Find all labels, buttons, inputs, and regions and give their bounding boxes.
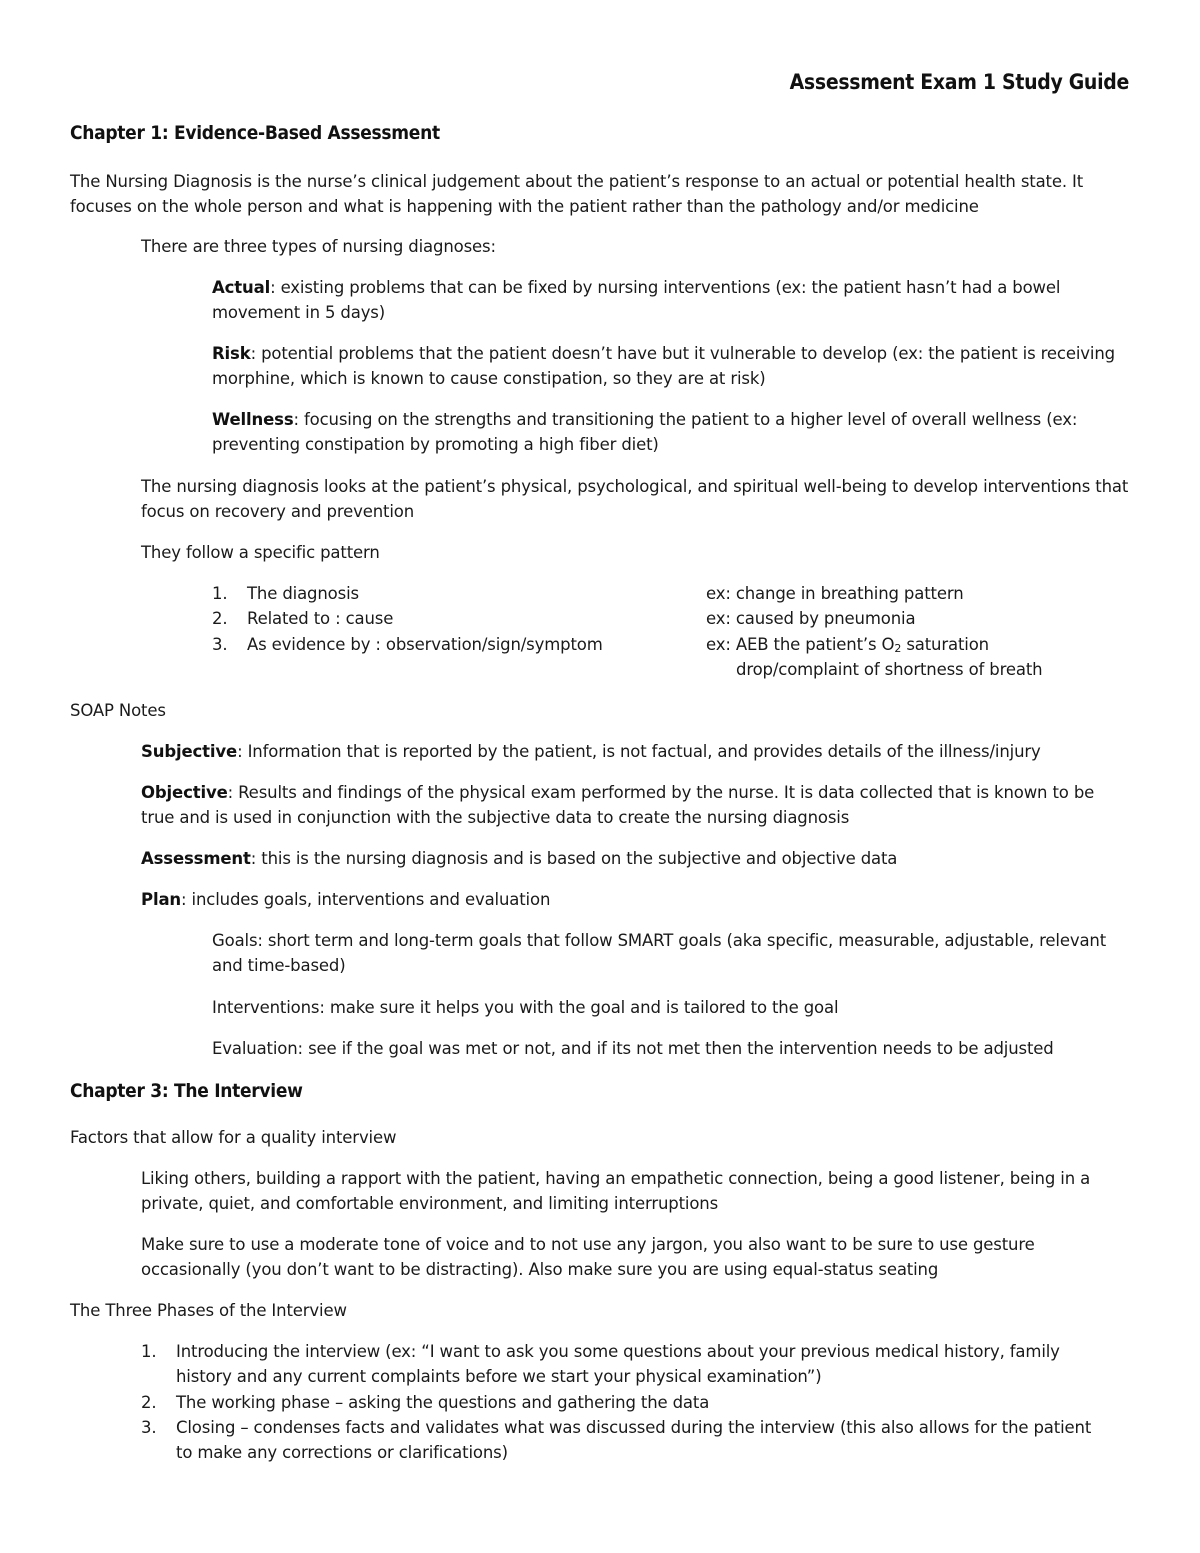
diagnosis-type-wellness xyxy=(212,407,1127,458)
pattern-example: ex: caused by pneumonia xyxy=(706,609,916,628)
pattern-text: The diagnosis xyxy=(247,584,359,603)
diagnosis-type-risk xyxy=(212,341,1127,392)
nursing-diagnosis-intro: The Nursing Diagnosis is the nurse’s clinical judgement about the patient’s response to an actual or potential health state. It focuses on the whole person and what is happening with the patient rather than the pathology and/or medicine xyxy=(70,172,1084,217)
chapter-3-heading: Chapter 3: The Interview xyxy=(70,1080,303,1102)
phase-number: 3. xyxy=(141,1418,157,1437)
soap-subjective xyxy=(141,739,1131,764)
phase-item xyxy=(141,1390,1111,1415)
plan-interventions: Interventions: make sure it helps you with the goal and is tailored to the goal xyxy=(212,998,839,1017)
phase-item xyxy=(141,1339,1111,1390)
interview-factors-label: Factors that allow for a quality interview xyxy=(70,1128,397,1147)
definition-objective: : Results and findings of the physical exam performed by the nurse. It is data collected that is known to be true and is used in conjunction with the subjective data to create the nursing diagnosis xyxy=(141,783,1095,828)
phase-text: The working phase – asking the questions and gathering the data xyxy=(176,1393,710,1412)
pattern-number: 1. xyxy=(212,584,228,603)
definition-risk: : potential problems that the patient doesn’t have but it vulnerable to develop (ex: the patient is receiving morphine, which is known to cause constipation, so they are at risk) xyxy=(212,344,1115,389)
document-title: Assessment Exam 1 Study Guide xyxy=(789,70,1129,94)
pattern-intro: They follow a specific pattern xyxy=(141,543,380,562)
diagnosis-types-intro: There are three types of nursing diagnoses: xyxy=(141,237,496,256)
diagnosis-type-actual xyxy=(212,275,1127,326)
plan-goals: Goals: short term and long-term goals that follow SMART goals (aka specific, measurable, adjustable, relevant and time-based) xyxy=(212,931,1107,976)
term-objective: Objective xyxy=(141,783,228,802)
pattern-text: As evidence by : observation/sign/symptom xyxy=(247,635,603,654)
phase-item xyxy=(141,1415,1111,1466)
pattern-example-b: saturation xyxy=(901,635,989,654)
term-plan: Plan xyxy=(141,890,182,909)
pattern-number: 2. xyxy=(212,609,228,628)
interview-phases-label: The Three Phases of the Interview xyxy=(70,1301,347,1320)
soap-objective xyxy=(141,780,1131,831)
definition-assessment: : this is the nursing diagnosis and is based on the subjective and objective data xyxy=(250,849,898,868)
pattern-example-subscript: 2 xyxy=(894,642,902,655)
definition-plan: : includes goals, interventions and evaluation xyxy=(181,890,551,909)
pattern-example-a: ex: AEB the patient’s O xyxy=(706,635,895,654)
phase-number: 1. xyxy=(141,1342,157,1361)
chapter-1-heading: Chapter 1: Evidence-Based Assessment xyxy=(70,122,440,144)
definition-actual: : existing problems that can be fixed by nursing interventions (ex: the patient hasn’t had a bowel movement in 5 days) xyxy=(212,278,1061,323)
term-subjective: Subjective xyxy=(141,742,238,761)
term-assessment: Assessment xyxy=(141,849,251,868)
definition-wellness: : focusing on the strengths and transitioning the patient to a higher level of overall wellness (ex: preventing constipation by promoting a high fiber diet) xyxy=(212,410,1078,455)
phase-text: Closing – condenses facts and validates what was discussed during the interview (this also allows for the patient to make any corrections or clarifications) xyxy=(176,1418,1092,1463)
term-actual: Actual xyxy=(212,278,271,297)
soap-assessment xyxy=(141,846,1131,871)
phase-text: Introducing the interview (ex: “I want to ask you some questions about your previous medical history, family history and any current complaints before we start your physical examination”) xyxy=(176,1342,1060,1387)
interview-factor: Make sure to use a moderate tone of voice and to not use any jargon, you also want to be sure to use gesture occasionally (you don’t want to be distracting). Also make sure you are using equal-status seating xyxy=(141,1235,1035,1280)
soap-plan xyxy=(141,887,1131,912)
pattern-example-continued: drop/complaint of shortness of breath xyxy=(736,660,1043,679)
diagnosis-looks-at: The nursing diagnosis looks at the patient’s physical, psychological, and spiritual well-being to develop interventions that focus on recovery and prevention xyxy=(141,477,1129,522)
soap-notes-label: SOAP Notes xyxy=(70,701,166,720)
pattern-number: 3. xyxy=(212,635,228,654)
term-risk: Risk xyxy=(212,344,251,363)
pattern-example: ex: change in breathing pattern xyxy=(706,584,964,603)
term-wellness: Wellness xyxy=(212,410,294,429)
interview-factor: Liking others, building a rapport with the patient, having an empathetic connection, being a good listener, being in a private, quiet, and comfortable environment, and limiting interruptions xyxy=(141,1169,1091,1214)
pattern-text: Related to : cause xyxy=(247,609,394,628)
plan-evaluation: Evaluation: see if the goal was met or not, and if its not met then the intervention needs to be adjusted xyxy=(212,1039,1054,1058)
definition-subjective: : Information that is reported by the patient, is not factual, and provides details of the illness/injury xyxy=(237,742,1041,761)
phase-number: 2. xyxy=(141,1393,157,1412)
